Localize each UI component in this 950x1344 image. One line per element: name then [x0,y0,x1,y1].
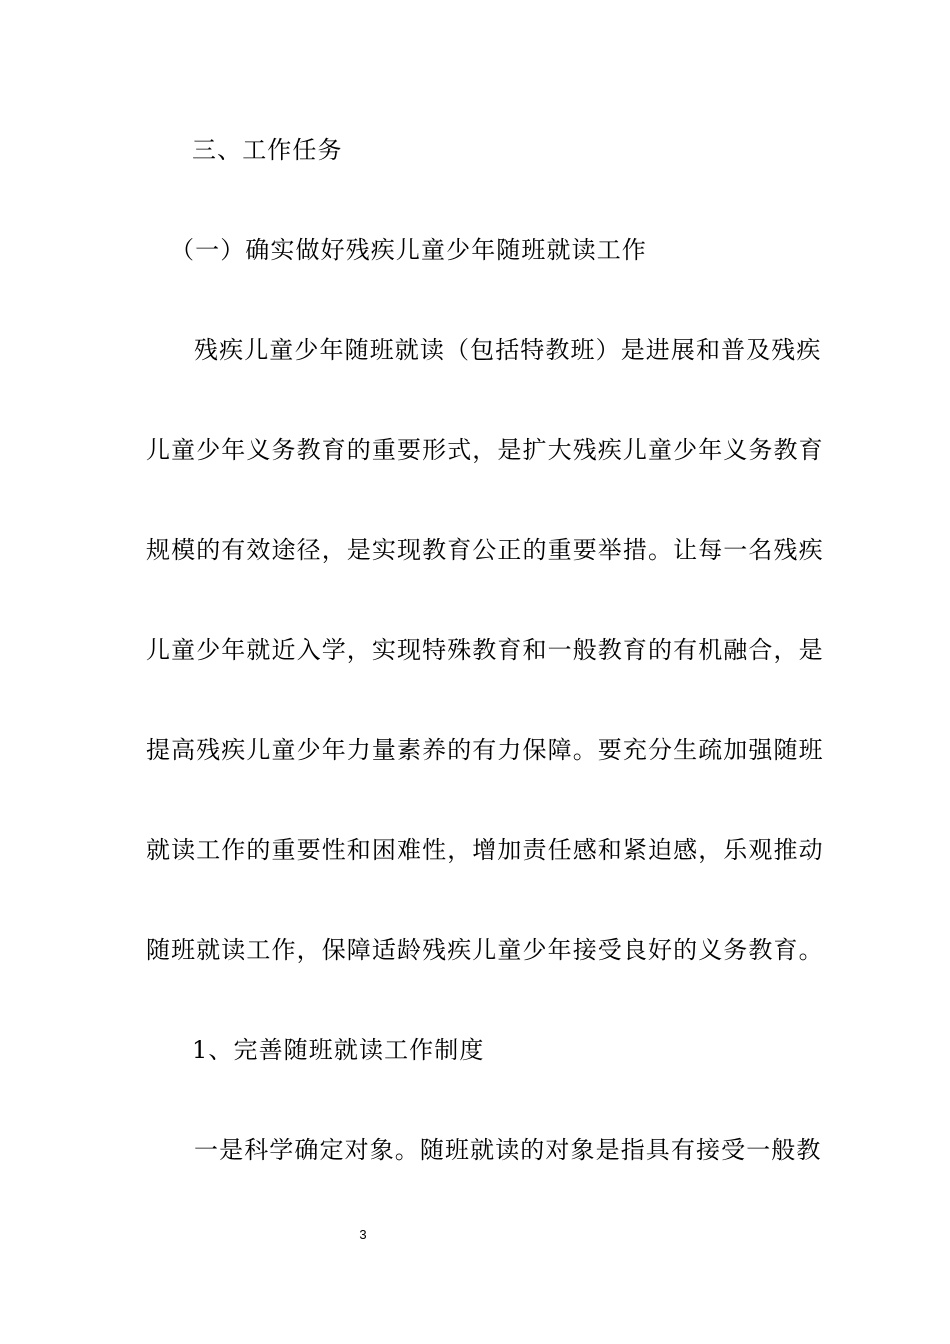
paragraph-line: 就读工作的重要性和困难性，增加责任感和紧迫感，乐观推动 [146,836,824,864]
item-paragraph-line: 一是科学确定对象。随班就读的对象是指具有接受一般教 [194,1136,822,1164]
paragraph-line: 儿童少年就近入学，实现特殊教育和一般教育的有机融合，是 [146,636,824,664]
paragraph-line: 提高残疾儿童少年力量素养的有力保障。要充分生疏加强随班 [146,736,824,764]
subsection-heading: （一）确实做好残疾儿童少年随班就读工作 [170,236,647,264]
paragraph-line: 儿童少年义务教育的重要形式，是扩大残疾儿童少年义务教育 [146,436,824,464]
paragraph-line: 随班就读工作，保障适龄残疾儿童少年接受良好的义务教育。 [146,936,824,964]
section-heading: 三、工作任务 [192,136,343,164]
paragraph-line: 规模的有效途径，是实现教育公正的重要举措。让每一名残疾 [146,536,824,564]
page-number: 3 [359,1227,367,1242]
paragraph-line: 残疾儿童少年随班就读（包括特教班）是进展和普及残疾 [194,336,822,364]
item-heading: 1、完善随班就读工作制度 [192,1036,485,1064]
